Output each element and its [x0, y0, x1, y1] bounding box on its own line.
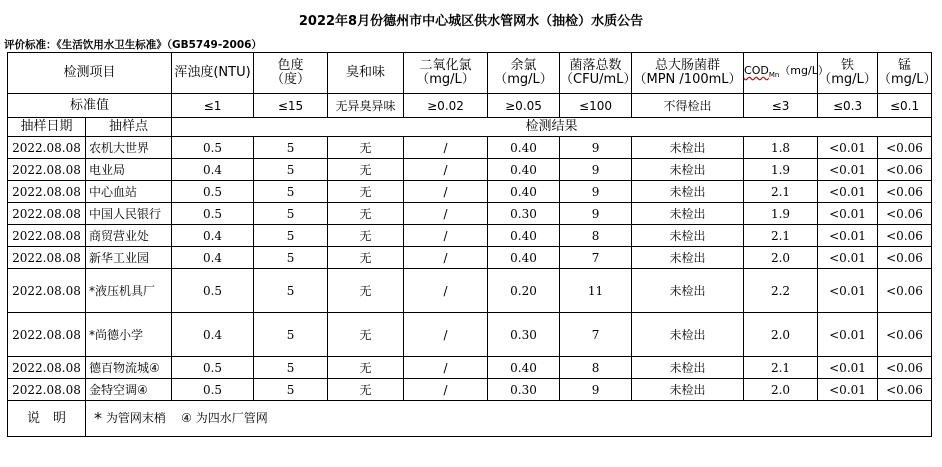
odor-value: 无 [328, 181, 404, 203]
manganese-value: <0.06 [878, 203, 932, 225]
color-value: 5 [254, 159, 328, 181]
turbidity-value: 0.4 [172, 247, 254, 269]
cod-value: 1.8 [744, 137, 818, 159]
turbidity-value: 0.5 [172, 137, 254, 159]
sample-date: 2022.08.08 [8, 181, 86, 203]
chlorine-value: 0.30 [488, 379, 560, 401]
chlorine-value: 0.40 [488, 137, 560, 159]
bacteria-value: 11 [560, 269, 632, 313]
chlorine-value: 0.30 [488, 313, 560, 357]
turbidity-value: 0.4 [172, 159, 254, 181]
standard-clo2: ≥0.02 [404, 94, 488, 118]
results-header: 检测结果 [172, 118, 932, 137]
table-row [8, 181, 932, 203]
standard-chlorine: ≥0.05 [488, 94, 560, 118]
chlorine-value: 0.20 [488, 269, 560, 313]
sample-date: 2022.08.08 [8, 225, 86, 247]
color-value: 5 [254, 357, 328, 379]
bacteria-value: 9 [560, 379, 632, 401]
clo2-value: / [404, 181, 488, 203]
star-marker: * [94, 408, 102, 428]
turbidity-value: 0.4 [172, 225, 254, 247]
sample-site: 金特空调④ [86, 379, 172, 401]
odor-value: 无 [328, 137, 404, 159]
iron-value: <0.01 [818, 313, 878, 357]
iron-value: <0.01 [818, 203, 878, 225]
color-value: 5 [254, 269, 328, 313]
clo2-value: / [404, 225, 488, 247]
sample-date: 2022.08.08 [8, 269, 86, 313]
color-value: 5 [254, 203, 328, 225]
chlorine-value: 0.40 [488, 357, 560, 379]
sample-date: 2022.08.08 [8, 247, 86, 269]
standard-cod: ≤3 [744, 94, 818, 118]
sample-site: *液压机具厂 [86, 269, 172, 313]
cod-value: 2.0 [744, 247, 818, 269]
odor-value: 无 [328, 203, 404, 225]
cod-value: 2.2 [744, 269, 818, 313]
sample-date: 2022.08.08 [8, 203, 86, 225]
cod-value: 1.9 [744, 203, 818, 225]
table-row [8, 159, 932, 181]
cod-value: 2.0 [744, 379, 818, 401]
evaluation-criteria: 评价标准：《生活饮用水卫生标准》（GB5749-2006） [4, 39, 262, 51]
table-row [8, 357, 932, 379]
water-quality-table [7, 52, 937, 437]
chlorine-value: 0.30 [488, 203, 560, 225]
section-header-row [8, 118, 932, 137]
table-row [8, 225, 932, 247]
bacteria-value: 9 [560, 137, 632, 159]
sample-site: 德百物流城④ [86, 357, 172, 379]
note-label: 说 明 [8, 401, 86, 437]
header-odor: 臭和味 [328, 53, 404, 94]
note-row [8, 401, 932, 437]
iron-value: <0.01 [818, 137, 878, 159]
sample-date: 2022.08.08 [8, 159, 86, 181]
header-item: 检测项目 [8, 53, 172, 94]
sample-site: 新华工业园 [86, 247, 172, 269]
cod-value: 1.9 [744, 159, 818, 181]
bacteria-value: 8 [560, 357, 632, 379]
color-value: 5 [254, 313, 328, 357]
coliform-value: 未检出 [632, 357, 744, 379]
manganese-value: <0.06 [878, 379, 932, 401]
iron-value: <0.01 [818, 159, 878, 181]
sample-site: *尚德小学 [86, 313, 172, 357]
sample-site: 中心血站 [86, 181, 172, 203]
header-cod: $COD_{Mn}(mg/L)$ [744, 53, 818, 94]
standard-iron: ≤0.3 [818, 94, 878, 118]
iron-value: <0.01 [818, 379, 878, 401]
odor-value: 无 [328, 313, 404, 357]
coliform-value: 未检出 [632, 247, 744, 269]
iron-value: <0.01 [818, 247, 878, 269]
manganese-value: <0.06 [878, 181, 932, 203]
header-color: 色度 （度） [254, 53, 328, 94]
odor-value: 无 [328, 357, 404, 379]
standard-turbidity: ≤1 [172, 94, 254, 118]
bacteria-value: 8 [560, 225, 632, 247]
odor-value: 无 [328, 247, 404, 269]
table-row [8, 379, 932, 401]
table-row [8, 313, 932, 357]
color-value: 5 [254, 181, 328, 203]
chlorine-value: 0.40 [488, 181, 560, 203]
bacteria-value: 7 [560, 247, 632, 269]
header-bacteria: 菌落总数 （CFU/mL） [560, 53, 632, 94]
sample-site: 中国人民银行 [86, 203, 172, 225]
header-turbidity: 浑浊度(NTU) [172, 53, 254, 94]
manganese-value: <0.06 [878, 137, 932, 159]
turbidity-value: 0.4 [172, 313, 254, 357]
clo2-value: / [404, 357, 488, 379]
sample-site: 电业局 [86, 159, 172, 181]
chlorine-value: 0.40 [488, 247, 560, 269]
iron-value: <0.01 [818, 269, 878, 313]
cod-value: 2.1 [744, 357, 818, 379]
sample-site-header: 抽样点 [86, 118, 172, 137]
table-row [8, 247, 932, 269]
bacteria-value: 9 [560, 181, 632, 203]
page-title: 2022年8月份德州市中心城区供水管网水（抽检）水质公告 [298, 14, 644, 29]
sample-site: 农机大世界 [86, 137, 172, 159]
turbidity-value: 0.5 [172, 269, 254, 313]
turbidity-value: 0.5 [172, 379, 254, 401]
bacteria-value: 7 [560, 313, 632, 357]
coliform-value: 未检出 [632, 137, 744, 159]
odor-value: 无 [328, 379, 404, 401]
coliform-value: 未检出 [632, 181, 744, 203]
clo2-value: / [404, 159, 488, 181]
header-row [8, 53, 932, 94]
odor-value: 无 [328, 225, 404, 247]
odor-value: 无 [328, 159, 404, 181]
standard-coliform: 不得检出 [632, 94, 744, 118]
header-iron: 铁 （mg/L） [818, 53, 878, 94]
manganese-value: <0.06 [878, 159, 932, 181]
standard-label: 标准值 [8, 94, 172, 118]
cod-value: 2.1 [744, 225, 818, 247]
clo2-value: / [404, 247, 488, 269]
table-row [8, 203, 932, 225]
turbidity-value: 0.5 [172, 203, 254, 225]
sample-date: 2022.08.08 [8, 313, 86, 357]
manganese-value: <0.06 [878, 269, 932, 313]
iron-value: <0.01 [818, 181, 878, 203]
odor-value: 无 [328, 269, 404, 313]
header-clo2: 二氧化氯 （mg/L） [404, 53, 488, 94]
bacteria-value: 9 [560, 159, 632, 181]
circle-marker: ④ [181, 411, 192, 426]
coliform-value: 未检出 [632, 379, 744, 401]
bacteria-value: 9 [560, 203, 632, 225]
chlorine-value: 0.40 [488, 225, 560, 247]
sample-date: 2022.08.08 [8, 357, 86, 379]
standard-bacteria: ≤100 [560, 94, 632, 118]
note-content [86, 401, 932, 437]
coliform-value: 未检出 [632, 313, 744, 357]
iron-value: <0.01 [818, 225, 878, 247]
color-value: 5 [254, 247, 328, 269]
table-row [8, 137, 932, 159]
cod-value: 2.1 [744, 181, 818, 203]
clo2-value: / [404, 203, 488, 225]
manganese-value: <0.06 [878, 225, 932, 247]
coliform-value: 未检出 [632, 159, 744, 181]
clo2-value: / [404, 269, 488, 313]
circle-explanation: 为四水厂管网 [195, 411, 268, 426]
standard-manganese: ≤0.1 [878, 94, 932, 118]
iron-value: <0.01 [818, 357, 878, 379]
clo2-value: / [404, 379, 488, 401]
coliform-value: 未检出 [632, 203, 744, 225]
color-value: 5 [254, 379, 328, 401]
sample-site: 商贸营业处 [86, 225, 172, 247]
sample-date-header: 抽样日期 [8, 118, 86, 137]
turbidity-value: 0.5 [172, 357, 254, 379]
clo2-value: / [404, 313, 488, 357]
sample-date: 2022.08.08 [8, 379, 86, 401]
chlorine-value: 0.40 [488, 159, 560, 181]
header-coliform: 总大肠菌群 （MPN /100mL） [632, 53, 744, 94]
color-value: 5 [254, 225, 328, 247]
header-chlorine: 余氯 （mg/L） [488, 53, 560, 94]
manganese-value: <0.06 [878, 247, 932, 269]
table-row [8, 269, 932, 313]
sample-date: 2022.08.08 [8, 137, 86, 159]
turbidity-value: 0.5 [172, 181, 254, 203]
coliform-value: 未检出 [632, 225, 744, 247]
coliform-value: 未检出 [632, 269, 744, 313]
header-manganese: 锰 （mg/L） [878, 53, 932, 94]
color-value: 5 [254, 137, 328, 159]
manganese-value: <0.06 [878, 313, 932, 357]
clo2-value: / [404, 137, 488, 159]
standard-color: ≤15 [254, 94, 328, 118]
manganese-value: <0.06 [878, 357, 932, 379]
standard-row [8, 94, 932, 118]
standard-odor: 无异臭异味 [328, 94, 404, 118]
star-explanation: 为管网末梢 [105, 411, 166, 426]
cod-value: 2.0 [744, 313, 818, 357]
